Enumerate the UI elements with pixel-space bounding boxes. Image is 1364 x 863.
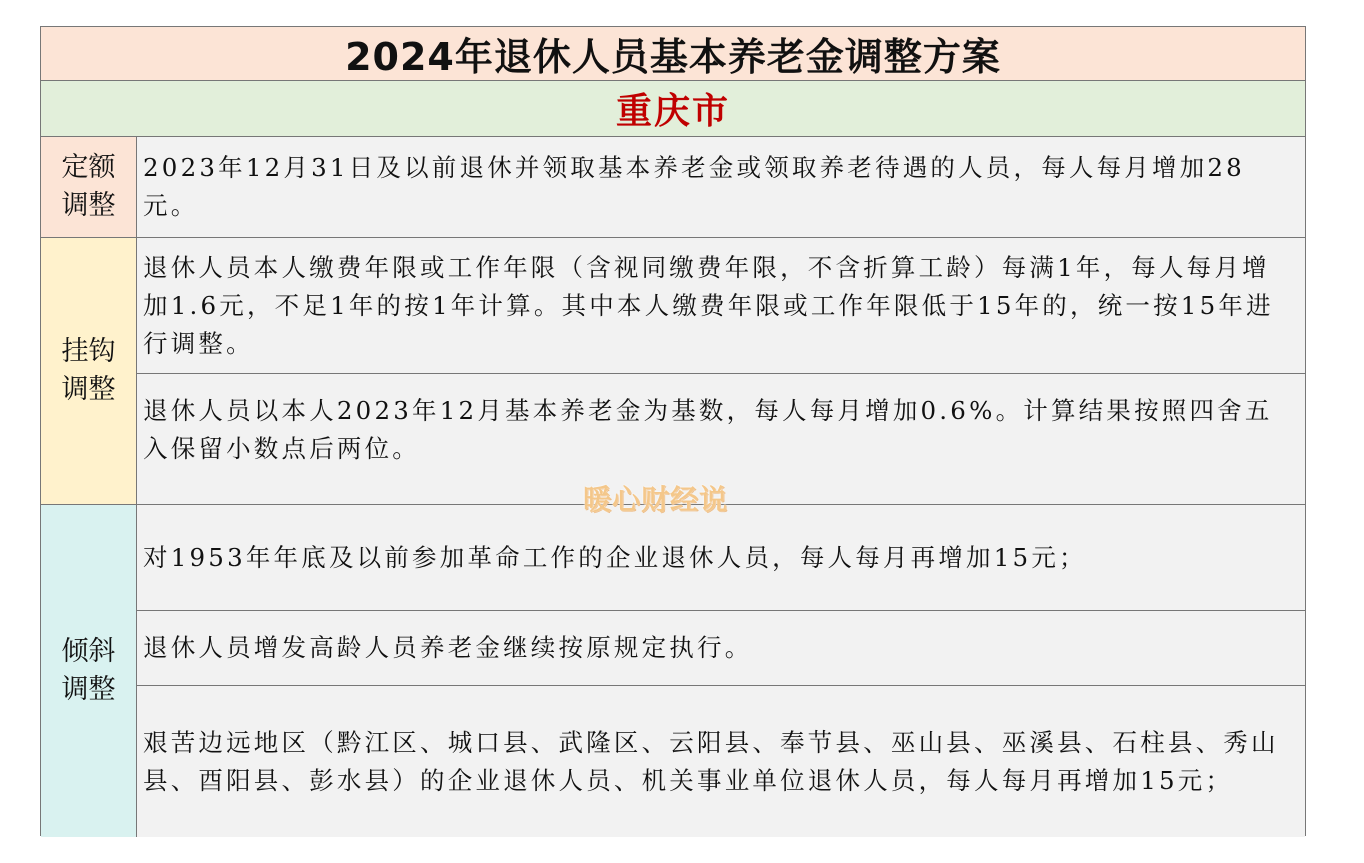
city-heading: 重庆市 [41, 81, 1305, 137]
tilt-adjustment-cell-1 [137, 505, 1305, 611]
policy-table [40, 26, 1306, 836]
watermark-text: 暖心财经说 [583, 483, 729, 516]
label-tilt-text: 倾斜调整 [61, 636, 116, 705]
label-linked-text: 挂钩调整 [61, 336, 116, 405]
tilt-adjustment-cell-2 [137, 611, 1305, 686]
fixed-adjustment-cell [137, 137, 1305, 238]
tilt-adjustment-cell-3 [137, 686, 1305, 837]
linked-adjustment-text-1: 退休人员本人缴费年限或工作年限（含视同缴费年限，不含折算工龄）每满1年，每人每月增加1.6元，不足1年的按1年计算。其中本人缴费年限或工作年限低于15年的，统一按15年进行调整。 [143, 252, 1274, 358]
label-tilt-adjustment [41, 505, 137, 837]
label-fixed-text: 定额调整 [61, 152, 116, 221]
fixed-adjustment-text: 2023年12月31日及以前退休并领取基本养老金或领取养老待遇的人员，每人每月增加28元。 [143, 153, 1245, 220]
tilt-adjustment-text-3: 艰苦边远地区（黔江区、城口县、武隆区、云阳县、奉节县、巫山县、巫溪县、石柱县、秀山县、酉阳县、彭水县）的企业退休人员、机关事业单位退休人员，每人每月再增加15元； [143, 727, 1279, 795]
label-linked-adjustment [41, 238, 137, 505]
table-title: 2024年退休人员基本养老金调整方案 [41, 27, 1305, 81]
tilt-adjustment-text-2: 退休人员增发高龄人员养老金继续按原规定执行。 [143, 633, 753, 662]
tilt-adjustment-text-1: 对1953年年底及以前参加革命工作的企业退休人员，每人每月再增加15元； [143, 542, 1087, 572]
linked-adjustment-text-2: 退休人员以本人2023年12月基本养老金为基数，每人每月增加0.6%。计算结果按照四舍五入保留小数点后两位。 [143, 396, 1273, 463]
linked-adjustment-cell-1 [137, 238, 1305, 374]
label-fixed-adjustment [41, 137, 137, 238]
